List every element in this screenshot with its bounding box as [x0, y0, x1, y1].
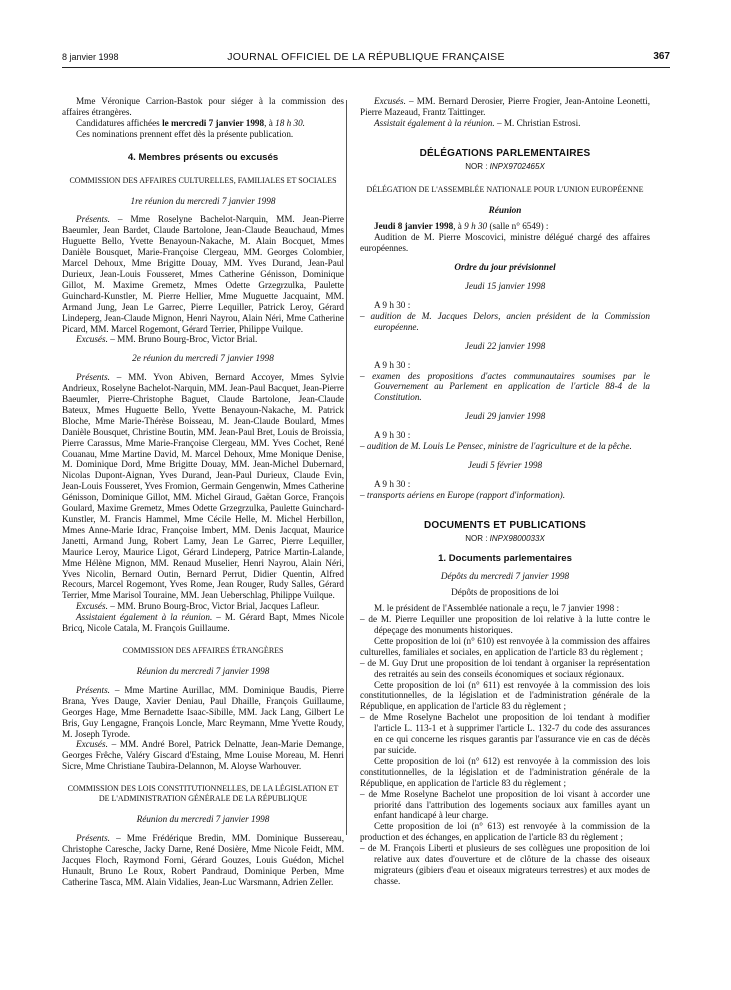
documents-title: DOCUMENTS ET PUBLICATIONS: [423, 519, 587, 531]
depot-follow: Cette proposition de loi (n° 612) est renvoyée à la commission des lois constitutionnelles, de la législation et de l'administration générale de la République, en application de l'article 83 du règlement ;: [360, 755, 650, 788]
excuses-list: – MM. André Borel, Patrick Delnatte, Jean-Marie Demange, Georges Frêche, Valéry Giscard d'Estaing, Mme Louise Moreau, M. Henri Sicre, Mme Christiane Taubira-Delannon, M. Aloyse Warhouver.: [62, 739, 344, 772]
reunion-heading: Réunion: [488, 204, 522, 215]
presents-paragraph: [62, 833, 344, 888]
presents-list: – Mme Frédérique Bredin, MM. Dominique Bussereau, Christophe Caresche, Jacky Darne, René Dosière, Mme Nicole Feidt, MM. Jacques Floch, Raymond Forni, Gérard Gouzes, Louis Guédon, Michel Hunault, Bruno Le Roux, Robert Pandraud, Dominique Perben, Mme Catherine Tasca, MM. Alain Vidalies, Jean-Luc Warsmann, Adrien Zeller.: [62, 833, 344, 887]
commission-title: COMMISSION DES AFFAIRES CULTURELLES, FAMILIALES ET SOCIALES: [69, 175, 337, 185]
excuses-list: – MM. Bernard Derosier, Pierre Frogier, Jean-Antoine Leonetti, Pierre Mazeaud, Frantz Taittinger.: [360, 96, 650, 117]
depot-text-content: de M. Guy Drut une proposition de loi tendant à organiser la représentation des retraités au sein des conseils économiques et sociaux régionaux.: [367, 657, 650, 679]
meeting-paragraph: [360, 221, 650, 232]
presents-label: Présents.: [76, 684, 110, 695]
journal-title: JOURNAL OFFICIEL DE LA RÉPUBLIQUE FRANÇAISE: [227, 51, 505, 63]
depot-follow: Cette proposition de loi (n° 610) est renvoyée à la commission des affaires culturelles, familiales et sociales, en application de l'article 83 du règlement ;: [360, 635, 650, 657]
left-column: [62, 96, 344, 888]
agenda-day: [360, 460, 650, 501]
excuses-paragraph: [62, 739, 344, 772]
assist-paragraph: [360, 118, 650, 129]
agenda-time: A 9 h 30 :: [374, 478, 411, 489]
column-divider: [346, 100, 347, 835]
presents-paragraph: [62, 372, 344, 601]
agenda-day: [360, 281, 650, 333]
excuses-list: – MM. Bruno Bourg-Broc, Victor Brial.: [107, 334, 258, 345]
depot-item: [360, 789, 650, 844]
assist-paragraph: [62, 612, 344, 634]
ordre-heading: Ordre du jour prévisionnel: [454, 262, 556, 273]
right-column: [360, 96, 650, 887]
commission-title: COMMISSION DES AFFAIRES ÉTRANGÈRES: [122, 645, 284, 655]
excuses-paragraph: [62, 601, 344, 612]
excuses-paragraph: [360, 96, 650, 118]
presents-label: Présents.: [76, 833, 110, 844]
section-title: 4. Membres présents ou excusés: [127, 151, 279, 163]
excuses-list: – MM. Bruno Bourg-Broc, Victor Brial, Jacques Lafleur.: [107, 601, 320, 612]
agenda-date: Jeudi 5 février 1998: [467, 459, 543, 470]
depot-text-content: de M. Pierre Lequiller une proposition de loi relative à la lutte contre le dépeçage des monuments historiques.: [368, 614, 651, 635]
excuses-label: Excusés.: [76, 601, 108, 612]
agenda-item: – transports aériens en Europe (rapport d'information).: [360, 489, 566, 500]
commission-title: COMMISSION DES LOIS CONSTITUTIONNELLES, DE LA LÉGISLATION ET DE L'ADMINISTRATION GÉNÉRALE DE LA RÉPUBLIQUE: [67, 784, 339, 804]
header-date: 8 janvier 1998: [62, 52, 119, 62]
agenda-item-text: audition de M. Louis Le Pensec, ministre de l'agriculture et de la pêche.: [366, 441, 632, 452]
presents-paragraph: [62, 685, 344, 740]
agenda-day: [360, 411, 650, 452]
depot-text-content: de M. François Liberti et plusieurs de ses collègues une proposition de loi relative aux dates d'ouverture et de clôture de la chasse des oiseaux migrateurs (gibiers d'eau et oiseaux migrateurs terrestres) et aux modes de chasse.: [367, 843, 651, 886]
presents-list: – MM. Yvon Abiven, Bernard Accoyer, Mmes Sylvie Andrieux, Roselyne Bachelot-Narquin, MM. Jean-Paul Bacquet, Jean-Pierre Baeumler, Pierre-Christophe Baguet, Claude Bartolone, Jean-Claude Bateux, Mmes Huguette Bello, Yvette Benayoun-Nakache, M. Patrick Bloche, Mme Marie-Thérèse Boisseau, M. Jean-Claude Boulard, Mmes Danièle Bousquet, Christine Boutin, MM. Jean-Paul Bret, Louis de Broissia, Pierre Carassus, Mme Marie-Françoise Clergeau, MM. Yves Cochet, René Couanau, Mme Martine David, M. Marcel Dehoux, Mme Monique Denise, M. Dominique Dord, Mme Brigitte Douay, MM. Jean-Michel Dubernard, Nicolas Dupont-Aignan, Yves Durand, Jean-Paul Durieux, Claude Evin, Jean-Louis Fousseret, Yves Fromion, Germain Gengenwin, Mmes Catherine Génisson, Dominique Gillot, MM. Michel Giraud, Gaëtan Gorce, François Goulard, Maxime Gremetz, Mmes Odette Grzegrzulka, Paulette Guinchard-Kunstler, M. Francis Hammel, Mme Cécile Helle, M. Michel Herbillon, Mmes Anne-Marie Idrac, Françoise Imbert, MM. Denis Jacquat, Maurice Janetti, Armand Jung, Robert Lamy, Jean Le Garrec, Pierre Lequiller, Maurice Leroy, Maurice Ligot, Gérard Lindeperg, Patrice Martin-Lalande, Mme Hélène Mignon, MM. Renaud Muselier, Henri Nayrou, Alain Néri, Yves Nicolin, Bernard Outin, Bernard Perrut, Didier Quentin, Alfred Recours, Marcel Rogemont, Yves Rome, Jean Rouger, Rudy Salles, Gérard Terrier, Mme Marisol Touraine, MM. Jean Ueberschlag, Philippe Vuilque.: [62, 372, 344, 601]
reunion-title: 1re réunion du mercredi 7 janvier 1998: [130, 195, 276, 206]
presents-paragraph: [62, 214, 344, 334]
agenda-time: A 9 h 30 :: [374, 359, 411, 370]
documents-section-title: 1. Documents parlementaires: [438, 553, 572, 565]
presents-list: – Mme Roselyne Bachelot-Narquin, MM. Jean-Pierre Baeumler, Jean Bardet, Claude Bartolone, Jean-Claude Beauchaud, Mmes Huguette Bello, Yvette Benayoun-Nakache, M. Alain Bocquet, Mmes Danièle Bousquet, Marie-Françoise Clergeau, MM. Georges Colombier, Marcel Dehoux, Mme Brigitte Douay, MM. Yves Durand, Jean-Paul Durieux, Jean-Louis Fousseret, Mmes Catherine Génisson, Dominique Gillot, M. Maxime Gremetz, Mmes Odette Grzegrzulka, Paulette Guinchard-Kunstler, M. Pierre Hellier, Mme Muguette Jacquaint, MM. Armand Jung, Jean Le Garrec, Pierre Lequiller, Patrick Leroy, Gérard Lindeperg, Jean-Claude Mignon, Henri Nayrou, Alain Néri, Mme Catherine Picard, MM. Marcel Rogemont, Gérard Terrier, Philippe Vuilque.: [62, 214, 344, 334]
excuses-paragraph: [62, 334, 344, 345]
agenda-date: Jeudi 15 janvier 1998: [464, 281, 546, 292]
text: (salle n° 6549) :: [487, 221, 549, 232]
assist-label: Assistaient également à la réunion.: [76, 612, 213, 623]
depot-item: [360, 658, 650, 713]
depot-item: [360, 712, 650, 788]
nor-code: INPX9800033X: [489, 533, 545, 543]
excuses-label: Excusés.: [76, 739, 108, 750]
excuses-label: Excusés.: [76, 334, 108, 345]
agenda-item: – audition de M. Jacques Delors, ancien président de la Commission européenne.: [360, 310, 650, 332]
depot-text: – de Mme Roselyne Bachelot une proposition de loi visant à accorder une priorité dans l'attribution des logements sociaux aux familles ayant un enfant handicapé à leur charge.: [360, 788, 651, 821]
depot-text: – de M. Guy Drut une proposition de loi tendant à organiser la représentation des retraités au sein des conseils économiques et sociaux régionaux.: [360, 657, 650, 679]
nor-label: NOR :: [465, 161, 490, 171]
depot-follow: Cette proposition de loi (n° 611) est renvoyée à la commission des lois constitutionnelles, de la législation et de l'administration générale de la République, en application de l'article 83 du règlement ;: [360, 679, 650, 712]
agenda-date: Jeudi 29 janvier 1998: [464, 411, 546, 422]
depots-date: Dépôts du mercredi 7 janvier 1998: [440, 571, 570, 582]
header-rule: [62, 67, 670, 68]
agenda-time: A 9 h 30 :: [374, 299, 411, 310]
agenda-item: – examen des propositions d'actes communautaires soumises par le Gouvernement au Parlement en application de l'article 88-4 de la Constitution.: [360, 370, 650, 403]
text: , à: [453, 221, 465, 232]
page-number: 367: [653, 51, 670, 62]
nor-reference: [360, 162, 650, 173]
depot-item: [360, 843, 650, 887]
candidatures-paragraph: [62, 118, 344, 129]
assist-list: – M. Christian Estrosi.: [494, 117, 581, 128]
agenda-item-text: examen des propositions d'actes communautaires soumises par le Gouvernement au Parlement en application de l'article 88-4 de la Constitution.: [372, 370, 650, 403]
depots-subtitle: Dépôts de propositions de loi: [451, 587, 559, 598]
agenda-time: A 9 h 30 :: [374, 430, 411, 441]
presents-label: Présents.: [76, 214, 110, 225]
nor-reference: [360, 534, 650, 545]
presents-list: – Mme Martine Aurillac, MM. Dominique Baudis, Pierre Brana, Yves Dauge, Xavier Deniau, Paul Dhaille, François Guillaume, Georges Hage, Mme Bernadette Isaac-Sibille, MM. Jack Lang, Gilbert Le Bris, Guy Lengagne, François Loncle, Marc Reymann, Mme Yvette Roudy, M. Joseph Tyrode.: [62, 684, 344, 739]
date-bold: le mercredi 7 janvier 1998: [162, 117, 265, 128]
page-header: [62, 50, 670, 66]
excuses-label: Excusés.: [374, 96, 406, 106]
meeting-date: Jeudi 8 janvier 1998: [374, 221, 454, 232]
agenda-date: Jeudi 22 janvier 1998: [464, 340, 546, 351]
time-italic: 18 h 30.: [275, 117, 305, 128]
intro-paragraph: Mme Véronique Carrion-Bastok pour siéger à la commission des affaires étrangères.: [62, 96, 344, 117]
depot-text-content: de Mme Roselyne Bachelot une proposition de loi tendant à modifier l'article L. 113-1 et à supprimer l'article L. 132-7 du code des assurances en ce qui concerne les risques garantis par l'assurance vie en cas de décès par suicide.: [369, 712, 650, 755]
depot-text: – de Mme Roselyne Bachelot une proposition de loi tendant à modifier l'article L. 113-1 et à supprimer l'article L. 132-7 du code des assurances en ce qui concerne les risques garantis par l'assurance vie en cas de décès par suicide.: [360, 712, 650, 755]
agenda-day: [360, 341, 650, 404]
agenda-item: – audition de M. Louis Le Pensec, ministre de l'agriculture et de la pêche.: [360, 441, 632, 452]
text: , à: [264, 117, 276, 128]
agenda-item-text: audition de M. Jacques Delors, ancien président de la Commission européenne.: [370, 310, 650, 332]
delegations-title: DÉLÉGATIONS PARLEMENTAIRES: [419, 147, 591, 159]
meeting-time: 9 h 30: [464, 221, 488, 232]
depot-text-content: de Mme Roselyne Bachelot une proposition de loi visant à accorder une priorité dans l'attribution des logements sociaux aux familles ayant un enfant handicapé à leur charge.: [368, 788, 651, 821]
assist-label: Assistait également à la réunion.: [374, 117, 495, 128]
depot-item: [360, 614, 650, 658]
text: Candidatures affichées: [76, 117, 163, 128]
depots-intro: M. le président de l'Assemblée nationale a reçu, le 7 janvier 1998 :: [374, 603, 620, 614]
reunion-title: 2e réunion du mercredi 7 janvier 1998: [132, 353, 274, 364]
audition-paragraph: Audition de M. Pierre Moscovici, ministre délégué chargé des affaires européennes.: [360, 232, 650, 254]
delegation-subtitle: DÉLÉGATION DE L'ASSEMBLÉE NATIONALE POUR L'UNION EUROPÉENNE: [366, 184, 644, 194]
agenda-item-text: transports aériens en Europe (rapport d'information).: [366, 489, 566, 500]
reunion-title: Réunion du mercredi 7 janvier 1998: [136, 814, 270, 825]
depot-text: – de M. Pierre Lequiller une proposition de loi relative à la lutte contre le dépeçage des monuments historiques.: [360, 614, 651, 635]
nor-code: INPX9702465X: [489, 161, 545, 171]
reunion-title: Réunion du mercredi 7 janvier 1998: [136, 665, 270, 676]
depot-follow: Cette proposition de loi (n° 613) est renvoyée à la commission de la production et des échanges, en application de l'article 83 du règlement ;: [360, 821, 650, 843]
depot-text: – de M. François Liberti et plusieurs de ses collègues une proposition de loi relative aux dates d'ouverture et de clôture de la chasse des oiseaux migrateurs (gibiers d'eau et oiseaux migrateurs terrestres) et aux modes de chasse.: [360, 843, 651, 886]
nor-label: NOR :: [465, 533, 490, 543]
nominations-paragraph: Ces nominations prennent effet dès la présente publication.: [76, 128, 294, 139]
presents-label: Présents.: [76, 372, 110, 383]
assist-list: – M. Gérard Bapt, Mmes Nicole Bricq, Nicole Catala, M. François Guillaume.: [62, 612, 345, 634]
